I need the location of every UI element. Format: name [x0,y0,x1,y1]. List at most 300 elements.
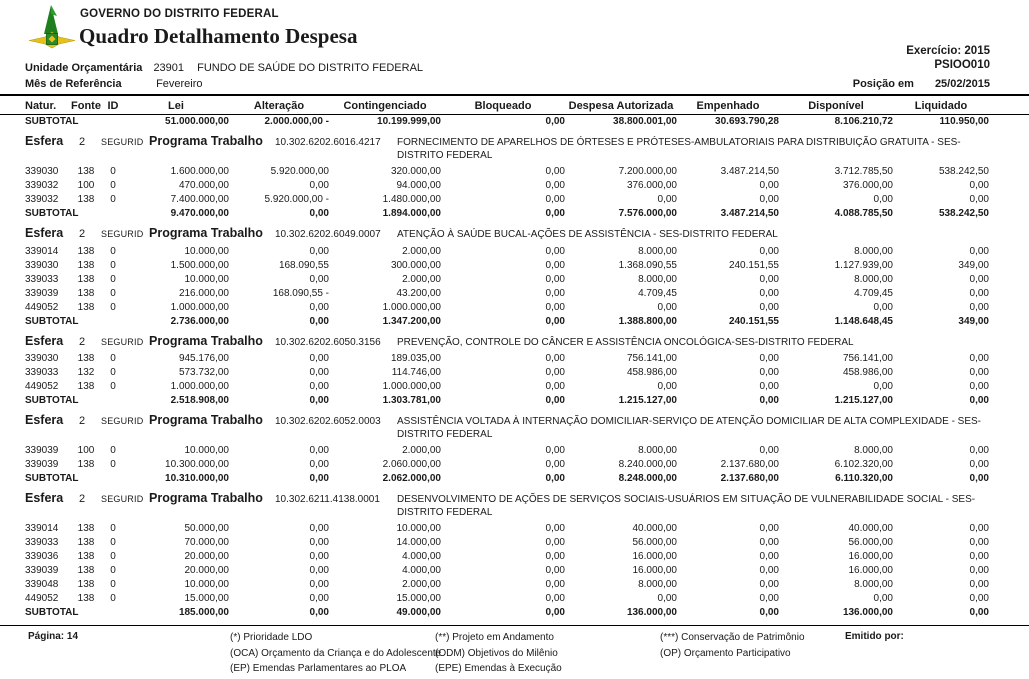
esfera-value: 2 [79,493,86,505]
regime-label: SEGURID [101,229,144,239]
cell-contingenciado: 43.200,00 [396,287,441,299]
esfera-group-header [25,334,989,350]
cell-lei: 1.500.000,00 [170,259,229,271]
cell-natur-: 339039 [25,445,59,456]
cell-despesa-autorizada: 0,00 [657,301,677,313]
cell-bloqueado: 0,00 [545,353,565,364]
header-divider [0,94,1029,96]
cell-bloqueado: 0,00 [545,245,565,257]
cell-natur-: 339033 [25,273,59,285]
cell-contingenciado: 1.000.000,00 [382,301,441,313]
cell-contingenciado: 2.000,00 [402,273,441,285]
cell-dispon-vel: 458.986,00 [842,367,893,378]
cell-id: 0 [110,565,116,576]
subtotal-value: 538.242,50 [938,208,989,219]
cell-despesa-autorizada: 756.141,00 [626,353,677,364]
cell-dispon-vel: 56.000,00 [848,537,893,548]
subtotal-value: 2.518.908,00 [170,395,229,406]
cell-id: 0 [110,593,116,604]
cell-id: 0 [110,459,116,470]
column-header-bloqueado: Bloqueado [474,100,532,112]
cell-despesa-autorizada: 1.368.090,55 [618,259,677,271]
cell-liquidado: 0,00 [969,445,989,456]
subtotal-value: 4.088.785,50 [834,208,893,219]
cell-bloqueado: 0,00 [545,381,565,392]
cell-natur-: 449052 [25,381,59,392]
cell-lei: 10.300.000,00 [165,459,229,470]
subtotal-value: 0,00 [759,607,779,618]
cell-altera-o: 0,00 [309,180,329,191]
legend-column-3 [660,630,805,661]
subtotal-value: 0,00 [759,395,779,406]
subtotal-value: 0,00 [969,607,989,618]
unidade-label: Unidade Orçamentária [25,62,143,74]
esfera-label: Esfera [25,413,64,427]
cell-id: 0 [110,445,116,456]
cell-empenhado: 0,00 [759,245,779,257]
subtotal-label: SUBTOTAL [25,315,79,327]
subtotal-value: 0,00 [309,395,329,406]
cell-altera-o: 0,00 [309,245,329,257]
table-row [25,259,989,273]
column-header-fonte: Fonte [71,100,101,112]
cell-liquidado: 0,00 [969,579,989,590]
esfera-label: Esfera [25,134,64,148]
cell-fonte: 138 [77,259,95,271]
cell-contingenciado: 300.000,00 [390,259,441,271]
cell-liquidado: 0,00 [969,565,989,576]
programa-trabalho-description: ASSISTÊNCIA VOLTADA À INTERNAÇÃO DOMICILIAR-SERVIÇO DE ATENÇÃO DOMICILIAR DE ALTA COMPLEXIDADE - SES-DISTRITO FEDERAL [397,416,982,440]
cell-contingenciado: 2.000,00 [402,445,441,456]
table-row [25,380,989,394]
subtotal-value: 8.106.210,72 [834,116,893,127]
cell-dispon-vel: 3.712.785,50 [834,166,893,177]
cell-dispon-vel: 0,00 [873,381,893,392]
cell-natur-: 339032 [25,180,59,191]
table-row [25,352,989,366]
cell-liquidado: 0,00 [969,537,989,548]
report-footer [0,626,1029,679]
cell-despesa-autorizada: 16.000,00 [632,551,677,562]
regime-label: SEGURID [101,336,144,347]
cell-altera-o: 0,00 [309,353,329,364]
subtotal-value: 3.487.214,50 [720,208,779,219]
subtotal-value: 10.199.999,00 [377,116,441,127]
cell-natur-: 339036 [25,551,59,562]
cell-empenhado: 240.151,55 [728,259,779,271]
column-header-dispon-vel: Disponível [808,100,864,112]
cell-despesa-autorizada: 16.000,00 [632,565,677,576]
cell-fonte: 138 [77,287,95,299]
cell-contingenciado: 1.000.000,00 [382,381,441,392]
cell-altera-o: 0,00 [309,579,329,590]
cell-dispon-vel: 0,00 [873,593,893,604]
legend-column-2 [435,630,562,677]
subtotal-label: SUBTOTAL [25,208,79,219]
subtotal-value: 0,00 [545,208,565,219]
subtotal-value: 30.693.790,28 [715,116,779,127]
cell-liquidado: 538.242,50 [938,166,989,177]
cell-contingenciado: 4.000,00 [402,565,441,576]
column-header-id: ID [107,100,119,112]
cell-natur-: 339030 [25,353,59,364]
cell-bloqueado: 0,00 [545,273,565,285]
cell-fonte: 138 [77,579,95,590]
mes-referencia-row [25,78,203,90]
cell-id: 0 [110,551,116,562]
legend-item: (***) Conservação de Patrimônio [660,632,805,643]
cell-empenhado: 0,00 [759,537,779,548]
cell-lei: 10.000,00 [184,579,229,590]
cell-fonte: 138 [77,565,95,576]
regime-label: SEGURID [101,416,144,426]
cell-lei: 15.000,00 [184,593,229,604]
unidade-orcamentaria-row [25,62,423,74]
table-row [25,273,989,287]
cell-lei: 10.000,00 [184,273,229,285]
subtotal-value: 0,00 [545,315,565,327]
cell-dispon-vel: 4.709,45 [854,287,893,299]
cell-dispon-vel: 756.141,00 [842,353,893,364]
report-code: PSIOO010 [934,59,990,71]
cell-altera-o: 0,00 [309,301,329,313]
cell-empenhado: 0,00 [759,301,779,313]
cell-altera-o: 168.090,55 - [272,287,329,299]
cell-id: 0 [110,353,116,364]
table-row [25,578,989,592]
cell-lei: 216.000,00 [178,287,229,299]
legend-item: (OCA) Orçamento da Criança e do Adolescente [230,647,442,659]
cell-altera-o: 5.920.000,00 [270,166,329,177]
table-row [25,165,989,179]
cell-contingenciado: 14.000,00 [396,537,441,548]
cell-empenhado: 0,00 [759,180,779,191]
cell-fonte: 138 [77,353,95,364]
cell-bloqueado: 0,00 [545,301,565,313]
column-header-contingenciado: Contingenciado [343,100,427,112]
cell-id: 0 [110,273,116,285]
legend-item: (EP) Emendas Parlamentares ao PLOA [230,663,407,674]
page-number-label: Página: [28,631,65,642]
subtotal-value: 49.000,00 [396,607,441,618]
subtotal-value: 0,00 [969,395,989,406]
cell-id: 0 [110,194,116,205]
cell-liquidado: 0,00 [969,180,989,191]
posicao-row [853,78,990,90]
group-subtotal-row [25,606,989,620]
legend-item: (EPE) Emendas à Execução [435,663,562,674]
cell-liquidado: 0,00 [969,245,989,257]
cell-bloqueado: 0,00 [545,367,565,378]
cell-dispon-vel: 8.000,00 [854,245,893,257]
cell-fonte: 138 [77,245,95,257]
table-body [0,115,1029,620]
cell-fonte: 138 [77,523,95,534]
cell-liquidado: 0,00 [969,459,989,470]
cell-natur-: 339048 [25,579,59,590]
subtotal-value: 110.950,00 [939,116,989,127]
unidade-name: FUNDO DE SAÚDE DO DISTRITO FEDERAL [197,62,424,74]
cell-altera-o: 0,00 [309,537,329,548]
esfera-label: Esfera [25,226,64,240]
cell-lei: 1.600.000,00 [170,166,229,177]
table-row [25,592,989,606]
cell-dispon-vel: 6.102.320,00 [834,459,893,470]
cell-fonte: 132 [77,367,95,378]
cell-empenhado: 0,00 [759,287,779,299]
cell-altera-o: 0,00 [309,459,329,470]
cell-contingenciado: 1.480.000,00 [382,194,441,205]
cell-fonte: 138 [77,194,95,205]
cell-despesa-autorizada: 7.200.000,00 [618,166,677,177]
cell-natur-: 339030 [25,166,59,177]
subtotal-label: SUBTOTAL [25,473,79,484]
subtotal-value: 6.110.320,00 [835,473,893,484]
subtotal-value: 1.148.648,45 [834,315,893,327]
cell-despesa-autorizada: 0,00 [657,381,677,392]
cell-liquidado: 0,00 [969,367,989,378]
cell-despesa-autorizada: 0,00 [657,194,677,205]
subtotal-value: 349,00 [958,315,989,327]
cell-id: 0 [110,381,116,392]
subtotal-value: 7.576.000,00 [618,208,677,219]
column-header-liquidado: Liquidado [914,100,968,112]
cell-altera-o: 0,00 [309,593,329,604]
table-column-headers [25,99,989,113]
cell-natur-: 339039 [25,565,59,576]
cell-dispon-vel: 0,00 [873,301,893,313]
cell-lei: 20.000,00 [184,551,229,562]
subtotal-value: 0,00 [309,208,329,219]
subtotal-value: 1.388.800,00 [618,315,677,327]
cell-altera-o: 5.920.000,00 - [264,194,329,205]
cell-altera-o: 0,00 [309,445,329,456]
subtotal-value: 51.000.000,00 [165,116,229,127]
subtotal-value: 240.151,55 [728,315,779,327]
cell-liquidado: 349,00 [958,259,989,271]
esfera-label: Esfera [25,333,64,348]
cell-dispon-vel: 1.127.939,00 [834,259,893,271]
cell-empenhado: 0,00 [759,445,779,456]
cell-lei: 20.000,00 [184,565,229,576]
cell-fonte: 100 [77,180,95,191]
cell-empenhado: 0,00 [759,593,779,604]
table-row [25,179,989,193]
table-row [25,522,989,536]
cell-fonte: 138 [77,166,95,177]
cell-fonte: 138 [77,537,95,548]
cell-altera-o: 0,00 [309,565,329,576]
cell-natur-: 339039 [25,287,59,299]
cell-dispon-vel: 8.000,00 [854,579,893,590]
cell-contingenciado: 10.000,00 [396,523,441,534]
cell-empenhado: 0,00 [759,579,779,590]
cell-contingenciado: 114.746,00 [391,367,441,378]
cell-lei: 1.000.000,00 [170,381,229,392]
programa-trabalho-code: 10.302.6202.6016.4217 [275,137,381,148]
group-subtotal-row [25,207,989,221]
cell-despesa-autorizada: 40.000,00 [632,523,677,534]
cell-despesa-autorizada: 56.000,00 [632,537,677,548]
table-row [25,550,989,564]
cell-altera-o: 0,00 [309,523,329,534]
table-row [25,564,989,578]
cell-bloqueado: 0,00 [545,445,565,456]
cell-liquidado: 0,00 [969,551,989,562]
cell-natur-: 339014 [25,523,59,534]
cell-bloqueado: 0,00 [545,287,565,299]
cell-bloqueado: 0,00 [545,565,565,576]
table-row [25,245,989,259]
cell-id: 0 [110,301,116,313]
subtotal-value: 2.137.680,00 [720,473,779,484]
programa-trabalho-description: PREVENÇÃO, CONTROLE DO CÂNCER E ASSISTÊNCIA ONCOLÓGICA-SES-DISTRITO FEDERAL [397,336,854,348]
esfera-value: 2 [79,136,86,148]
cell-despesa-autorizada: 0,00 [657,593,677,604]
cell-dispon-vel: 376.000,00 [842,180,893,191]
cell-bloqueado: 0,00 [545,194,565,205]
cell-lei: 573.732,00 [178,367,229,378]
cell-id: 0 [110,537,116,548]
cell-id: 0 [110,245,116,257]
cell-natur-: 339032 [25,194,59,205]
cell-bloqueado: 0,00 [545,579,565,590]
cell-natur-: 339014 [25,245,59,257]
cell-bloqueado: 0,00 [545,551,565,562]
subtotal-value: 0,00 [309,607,329,618]
exercicio-label: Exercício: [906,45,962,57]
subtotal-value: 0,00 [309,473,329,484]
esfera-value: 2 [79,335,86,348]
cell-empenhado: 3.487.214,50 [720,166,779,177]
cell-natur-: 339030 [25,259,59,271]
cell-dispon-vel: 0,00 [873,194,893,205]
legend-item: (ODM) Objetivos do Milênio [435,647,558,659]
cell-empenhado: 0,00 [759,565,779,576]
cell-liquidado: 0,00 [969,523,989,534]
cell-despesa-autorizada: 4.709,45 [638,287,677,299]
cell-empenhado: 2.137.680,00 [720,459,779,470]
cell-altera-o: 0,00 [309,381,329,392]
cell-contingenciado: 94.000,00 [396,180,441,191]
programa-trabalho-code: 10.302.6211.4138.0001 [275,494,380,505]
gdf-coat-of-arms-icon [28,3,76,49]
cell-bloqueado: 0,00 [545,523,565,534]
esfera-group-header [25,226,989,242]
programa-trabalho-label: Programa Trabalho [149,333,263,348]
table-row [25,444,989,458]
cell-bloqueado: 0,00 [545,537,565,548]
cell-contingenciado: 2.000,00 [402,245,441,257]
unidade-code: 23901 [153,62,185,74]
subtotal-value: 0,00 [309,315,329,327]
legend-item: (**) Projeto em Andamento [435,632,554,643]
group-subtotal-row [25,472,989,486]
cell-bloqueado: 0,00 [545,259,565,271]
programa-trabalho-label: Programa Trabalho [149,134,263,148]
table-row [25,536,989,550]
cell-id: 0 [110,579,116,590]
subtotal-value: 185.000,00 [178,607,229,618]
cell-fonte: 138 [77,459,95,470]
cell-bloqueado: 0,00 [545,593,565,604]
regime-label: SEGURID [101,137,144,147]
cell-lei: 1.000.000,00 [170,301,229,313]
cell-empenhado: 0,00 [759,367,779,378]
table-row [25,287,989,301]
grand-subtotal-row [25,115,989,129]
cell-dispon-vel: 40.000,00 [848,523,893,534]
programa-trabalho-code: 10.302.6202.6050.3156 [275,336,381,348]
cell-liquidado: 0,00 [969,381,989,392]
cell-lei: 470.000,00 [178,180,229,191]
table-row [25,301,989,315]
exercicio-value: 2015 [964,45,990,57]
column-header-natur-: Natur. [25,100,57,112]
programa-trabalho-label: Programa Trabalho [149,226,263,240]
cell-contingenciado: 15.000,00 [396,593,441,604]
column-header-lei: Lei [168,100,184,112]
programa-trabalho-label: Programa Trabalho [149,491,263,505]
column-header-empenhado: Empenhado [696,100,760,112]
subtotal-value: 8.248.000,00 [618,473,677,484]
column-header-despesa-autorizada: Despesa Autorizada [568,100,674,112]
cell-dispon-vel: 16.000,00 [848,551,893,562]
subtotal-value: 1.347.200,00 [382,315,441,327]
cell-natur-: 339033 [25,537,59,548]
cell-despesa-autorizada: 458.986,00 [626,367,677,378]
programa-trabalho-label: Programa Trabalho [149,413,263,427]
subtotal-label: SUBTOTAL [25,607,79,618]
government-name: GOVERNO DO DISTRITO FEDERAL [80,8,279,20]
cell-natur-: 339033 [25,367,59,378]
cell-fonte: 138 [77,273,95,285]
cell-lei: 70.000,00 [184,537,229,548]
cell-empenhado: 0,00 [759,353,779,364]
cell-contingenciado: 189.035,00 [390,353,441,364]
cell-empenhado: 0,00 [759,551,779,562]
cell-contingenciado: 2.000,00 [402,579,441,590]
cell-despesa-autorizada: 8.000,00 [638,245,677,257]
cell-contingenciado: 320.000,00 [390,166,441,177]
cell-altera-o: 0,00 [309,367,329,378]
cell-fonte: 138 [77,381,95,392]
table-row [25,193,989,207]
cell-liquidado: 0,00 [969,593,989,604]
subtotal-value: 136.000,00 [626,607,677,618]
subtotal-value: 0,00 [969,473,989,484]
cell-altera-o: 168.090,55 [278,259,329,271]
cell-contingenciado: 4.000,00 [402,551,441,562]
cell-liquidado: 0,00 [969,287,989,299]
subtotal-value: 1.303.781,00 [382,395,441,406]
subtotal-label: SUBTOTAL [25,116,79,127]
exercicio-field [906,45,990,57]
cell-natur-: 449052 [25,593,59,604]
cell-despesa-autorizada: 376.000,00 [626,180,677,191]
cell-liquidado: 0,00 [969,353,989,364]
cell-id: 0 [110,180,116,191]
subtotal-value: 2.062.000,00 [382,473,441,484]
subtotal-value: 136.000,00 [842,607,893,618]
subtotal-value: 38.800.001,00 [613,116,677,127]
cell-dispon-vel: 16.000,00 [848,565,893,576]
cell-fonte: 138 [77,551,95,562]
page-number [28,631,78,642]
cell-bloqueado: 0,00 [545,459,565,470]
cell-id: 0 [110,259,116,271]
subtotal-value: 1.894.000,00 [382,208,441,219]
